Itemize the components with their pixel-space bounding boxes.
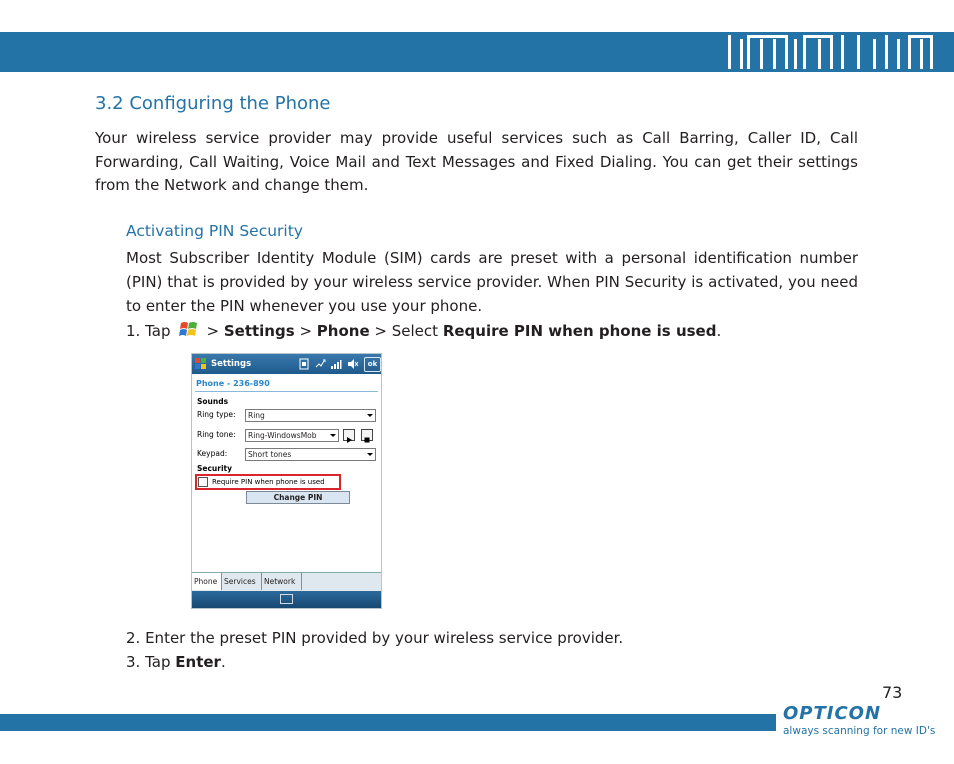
step-3: [126, 653, 226, 671]
step3-prefix: 3. Tap: [126, 653, 171, 671]
require-pin-checkbox[interactable]: [198, 477, 208, 487]
ring-type-dropdown[interactable]: [245, 409, 376, 422]
section-title: 3.2 Configuring the Phone: [95, 93, 331, 114]
step1-option: Require PIN when phone is used: [442, 322, 717, 340]
sim-icon: [298, 358, 310, 370]
tagline: always scanning for new ID's: [783, 725, 936, 737]
step-2: 2. Enter the preset PIN provided by your wireless service provider.: [126, 629, 624, 647]
keyboard-icon[interactable]: [280, 594, 293, 604]
footer-band: [0, 714, 776, 731]
soft-key-bar: [192, 591, 381, 609]
sounds-label: Sounds: [197, 397, 229, 406]
intro-paragraph: Your wireless service provider may provide useful services such as Call Barring, Caller ID, Call Forwarding, Call Waiting, Voice Mail and Text Messages and Fixed Dialing. You can get their settings from the Network and change them.: [95, 129, 858, 194]
step3-action: Enter: [175, 653, 221, 671]
step-1: [126, 320, 721, 340]
header-divider: [195, 391, 378, 392]
barcode-decoration: [728, 35, 933, 69]
windows-start-icon: [178, 320, 200, 340]
chevron-down-icon: [367, 414, 373, 417]
tab-network[interactable]: Network: [262, 573, 302, 590]
keypad-value: Short tones: [248, 450, 292, 459]
stop-icon: [362, 435, 372, 445]
subsection-title: Activating PIN Security: [126, 222, 303, 240]
opticon-logo: OPTICON: [783, 703, 882, 724]
tab-phone[interactable]: Phone: [192, 573, 222, 590]
step1-sep2: >: [299, 322, 313, 340]
change-pin-button[interactable]: Change PIN: [246, 491, 350, 504]
ring-type-label: Ring type:: [197, 410, 236, 419]
connectivity-icon: [314, 358, 326, 370]
ring-tone-label: Ring tone:: [197, 430, 236, 439]
pin-security-paragraph: Most Subscriber Identity Module (SIM) cards are preset with a personal identification number (PIN) that is provided by your wireless service provider. When PIN Security is activated, you need to enter the PIN whenever you use your phone.: [126, 249, 858, 315]
step1-settings: Settings: [223, 322, 295, 340]
step1-sep1: >: [206, 322, 220, 340]
play-icon: [344, 435, 354, 445]
tab-strip: [192, 572, 381, 591]
ring-type-value: Ring: [248, 411, 265, 420]
step1-prefix: 1. Tap: [126, 322, 171, 340]
step1-end: .: [716, 322, 722, 340]
security-label: Security: [197, 464, 233, 473]
title-bar: [192, 354, 381, 374]
ring-tone-dropdown[interactable]: [245, 429, 339, 442]
keypad-label: Keypad:: [197, 449, 228, 458]
stop-button[interactable]: [361, 429, 373, 441]
ok-button[interactable]: ok: [364, 357, 381, 372]
windows-start-icon[interactable]: [194, 357, 208, 371]
page-number: 73: [882, 683, 903, 702]
phone-settings-screenshot: [191, 353, 382, 609]
play-button[interactable]: [343, 429, 355, 441]
signal-icon: [330, 358, 342, 370]
ring-tone-value: Ring-WindowsMob: [248, 431, 317, 440]
step1-sep3: > Select: [374, 322, 439, 340]
phone-header: Phone - 236-890: [196, 379, 270, 388]
titlebar-title: Settings: [211, 359, 252, 369]
chevron-down-icon: [330, 434, 336, 437]
keypad-dropdown[interactable]: [245, 448, 376, 461]
volume-muted-icon: [347, 358, 359, 370]
step3-end: .: [220, 653, 226, 671]
require-pin-label: Require PIN when phone is used: [212, 478, 325, 486]
step1-phone: Phone: [316, 322, 370, 340]
tab-services[interactable]: Services: [222, 573, 262, 590]
chevron-down-icon: [367, 453, 373, 456]
